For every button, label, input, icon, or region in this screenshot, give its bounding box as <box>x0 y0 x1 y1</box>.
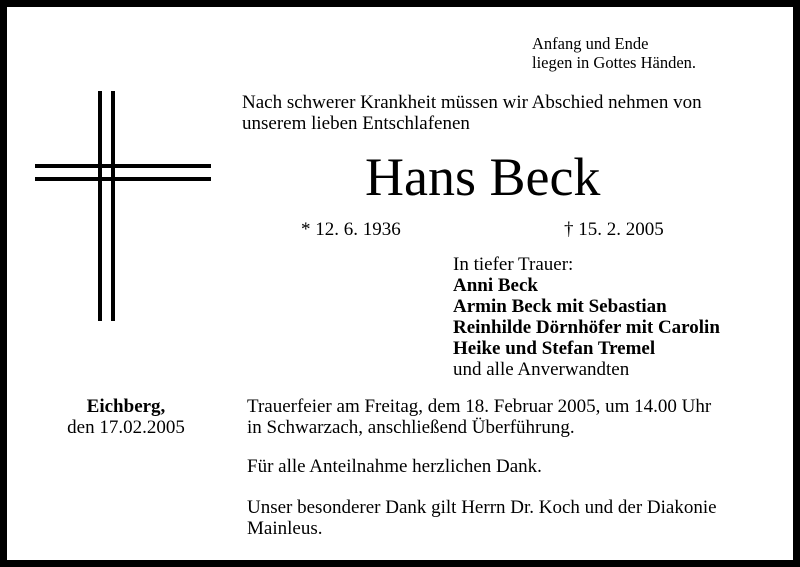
motto-line-1: Anfang und Ende <box>532 34 649 53</box>
cross-icon <box>35 91 211 321</box>
intro-line-2: unserem lieben Entschlafenen <box>242 113 470 134</box>
funeral-line-2: in Schwarzach, anschließend Überführung. <box>247 417 575 438</box>
deceased-name: Hans Beck <box>365 147 601 207</box>
special-thanks-line-1: Unser besonderer Dank gilt Herrn Dr. Koch und der Diakonie <box>247 497 717 518</box>
intro-line-1: Nach schwerer Krankheit müssen wir Abschied nehmen von <box>242 92 702 113</box>
mourner-name: Heike und Stefan Tremel <box>453 338 656 359</box>
thanks-text: Für alle Anteilnahme herzlichen Dank. <box>247 456 542 477</box>
mourner-name: Armin Beck mit Sebastian <box>453 296 667 317</box>
notice-date: den 17.02.2005 <box>67 417 185 438</box>
birth-date: * 12. 6. 1936 <box>301 219 401 240</box>
mourner-name: Anni Beck <box>453 275 538 296</box>
mourner-name: Reinhilde Dörnhöfer mit Carolin <box>453 317 720 338</box>
special-thanks-line-2: Mainleus. <box>247 518 323 539</box>
place: Eichberg, <box>86 396 166 417</box>
motto-line-2: liegen in Gottes Händen. <box>532 53 697 72</box>
funeral-line-1: Trauerfeier am Freitag, dem 18. Februar 2005, um 14.00 Uhr <box>247 396 712 417</box>
death-date: † 15. 2. 2005 <box>564 219 664 240</box>
mourners-heading: In tiefer Trauer: <box>453 254 574 275</box>
mourners-closing: und alle Anverwandten <box>453 359 630 380</box>
